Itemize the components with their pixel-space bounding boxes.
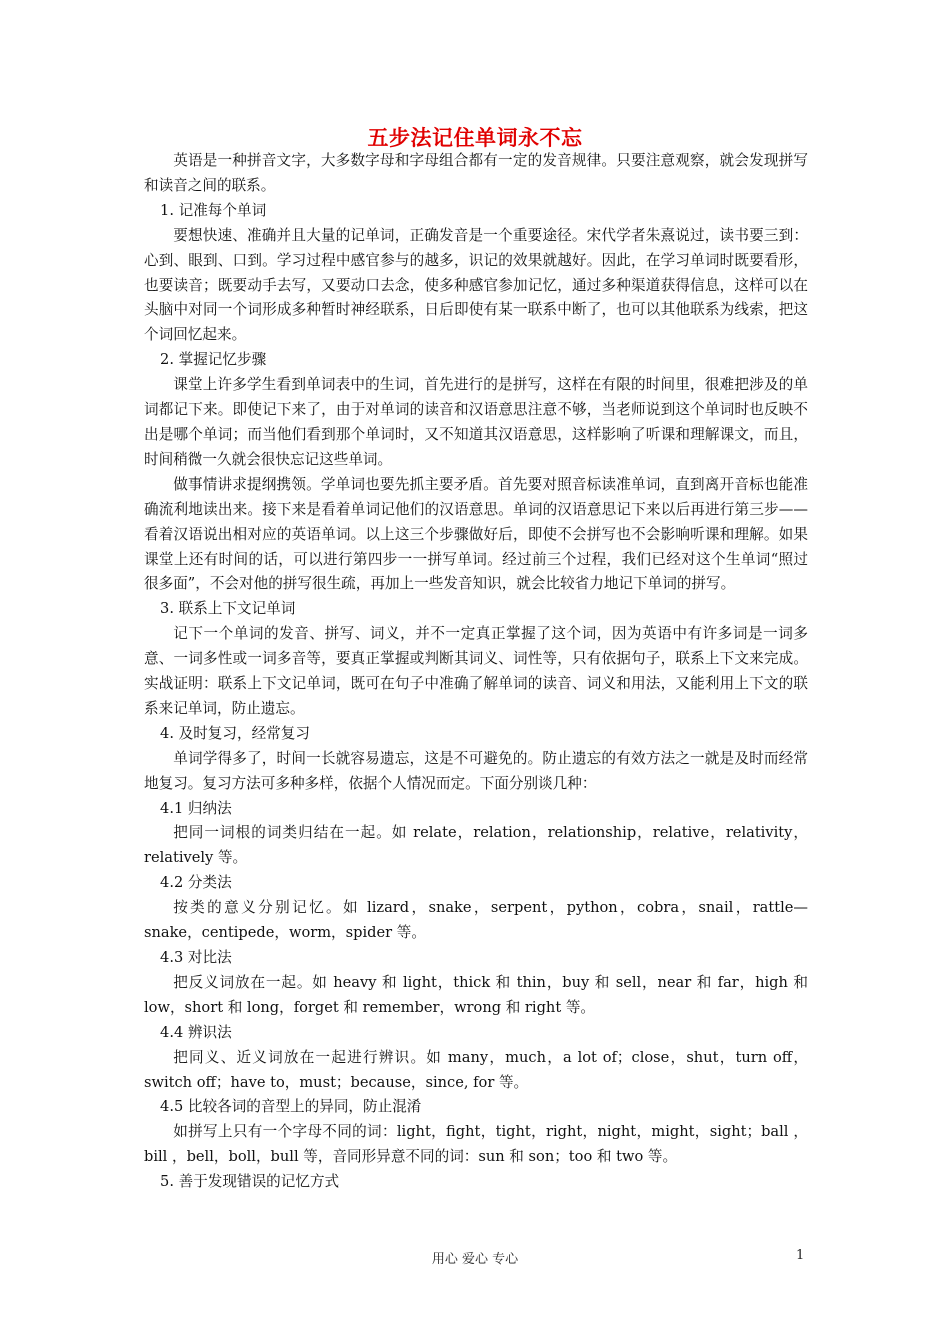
section-heading: 4.1 归纳法 xyxy=(160,799,232,817)
body-paragraph: 按类的意义分别记忆。如 lizard，snake，serpent，python，cobra，snail，rattle—snake，centipede，worm，spider 等。 xyxy=(144,899,808,942)
document-title: 五步法记住单词永不忘 xyxy=(367,125,583,150)
body-paragraph: 记下一个单词的发音、拼写、词义，并不一定真正掌握了这个词，因为英语中有许多词是一词多意、一词多性或一词多音等，要真正掌握或判断其词义、词性等，只有依据句子，联系上下文来完成。实战证明：联系上下文记单词，既可在句子中准确了解单词的读音、词义和用法，又能利用上下文的联系来记单词，防止遗忘。 xyxy=(144,625,808,717)
section-heading: 2. 掌握记忆步骤 xyxy=(160,351,267,369)
section-heading: 1. 记准每个单词 xyxy=(160,201,267,219)
section-heading: 5. 善于发现错误的记忆方式 xyxy=(160,1173,340,1191)
page-number: 1 xyxy=(796,1248,805,1263)
section-heading: 4. 及时复习，经常复习 xyxy=(160,724,310,742)
body-paragraph: 把同义、近义词放在一起进行辨识。如 many，much，a lot of；close，shut，turn off，switch off；have to，must；because，since, for 等。 xyxy=(144,1048,808,1091)
body-paragraph: 把反义词放在一起。如 heavy 和 light，thick 和 thin，buy 和 sell，near 和 far，high 和 low，short 和 long，forget 和 remember，wrong 和 right 等。 xyxy=(144,973,808,1016)
section-heading: 4.4 辨识法 xyxy=(160,1023,232,1041)
body-paragraph: 课堂上许多学生看到单词表中的生词，首先进行的是拼写，这样在有限的时间里，很难把涉及的单词都记下来。即使记下来了，由于对单词的读音和汉语意思注意不够，当老师说到这个单词时也反映不出是哪个单词；而当他们看到那个单词时，又不知道其汉语意思，这样影响了听课和理解课文，而且，时间稍微一久就会很快忘记这些单词。 xyxy=(144,376,808,468)
body-paragraph: 英语是一种拼音文字，大多数字母和字母组合都有一定的发音规律。只要注意观察，就会发现拼写和读音之间的联系。 xyxy=(144,152,808,194)
section-heading: 4.2 分类法 xyxy=(160,874,232,892)
section-heading: 4.3 对比法 xyxy=(160,949,232,966)
body-paragraph: 如拼写上只有一个字母不同的词：light，fight，tight，right，night，might，sight；ball ，bill ，bell，boll，bull 等，音同形异意不同的词：sun 和 son；too 和 two 等。 xyxy=(144,1123,808,1166)
body-paragraph: 把同一词根的词类归结在一起。如 relate，relation，relationship，relative，relativity，relatively 等。 xyxy=(144,824,808,867)
body-paragraph: 要想快速、准确并且大量的记单词，正确发音是一个重要途径。宋代学者朱熹说过，读书要三到：心到、眼到、口到。学习过程中感官参与的越多，识记的效果就越好。因此，在学习单词时既要看形，也要读音；既要动手去写，又要动口去念，使多种感官参加记忆，通过多种渠道获得信息，这样可以在头脑中对同一个词形成多种暂时神经联系，日后即使有某一联系中断了，也可以其他联系为线索，把这个词回忆起来。 xyxy=(144,226,808,344)
body-paragraph: 做事情讲求提纲携领。学单词也要先抓主要矛盾。首先要对照音标读准单词，直到离开音标也能准确流利地读出来。接下来是看着单词记他们的汉语意思。单词的汉语意思记下来以后再进行第三步——看着汉语说出相对应的英语单词。以上这三个步骤做好后，即使不会拼写也不会影响听课和理解。如果课堂上还有时间的话，可以进行第四步一一拼写单词。经过前三个过程，我们已经对这个生单词“照过很多面”，不会对他的拼写很生疏，再加上一些发音知识，就会比较省力地记下单词的拼写。 xyxy=(144,475,808,593)
section-heading: 4.5 比较各词的音型上的异同，防止混淆 xyxy=(160,1098,422,1116)
footer-motto: 用心 爱心 专心 xyxy=(431,1252,519,1267)
body-paragraph: 单词学得多了，时间一长就容易遗忘，这是不可避免的。防止遗忘的有效方法之一就是及时而经常地复习。复习方法可多种多样，依据个人情况而定。下面分别谈几种： xyxy=(144,749,808,792)
document-body xyxy=(144,149,808,1195)
section-heading: 3. 联系上下文记单词 xyxy=(160,600,296,618)
